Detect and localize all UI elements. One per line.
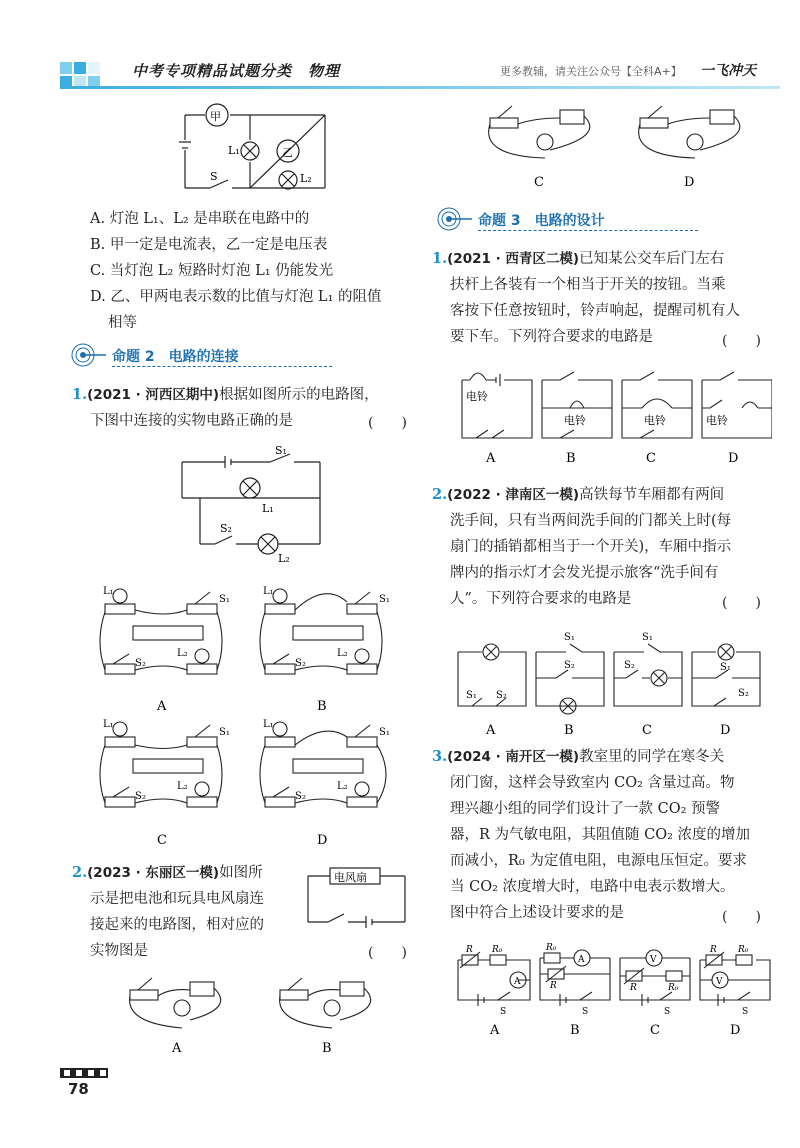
page-number-badge — [60, 1068, 108, 1102]
r-q2-opt-d: D — [720, 723, 731, 738]
right-top-physical-options — [470, 96, 780, 196]
section-2-title: 命题 2 电路的连接 — [112, 349, 239, 365]
right-q3-line1 — [432, 744, 724, 770]
opt-a-l1-label: L₁ — [103, 586, 114, 597]
q3a-r0: R₀ — [492, 945, 503, 955]
q3c-s: S — [664, 1007, 671, 1017]
right-top-opt-c-letter: C — [534, 175, 544, 190]
page-number: 78 — [68, 1080, 89, 1098]
fan-label: 电风扇 — [334, 871, 367, 884]
r-q1-opt-c: C — [646, 451, 656, 466]
switch-s-label: S — [210, 170, 218, 183]
section-3-header — [436, 206, 776, 232]
r-q1-opt-d: D — [728, 451, 739, 466]
q3c-voltmeter: V — [650, 955, 657, 965]
opt-c-s1-label: S₁ — [219, 727, 230, 738]
right-q1-text2: 客按下任意按钮时，铃声响起，提醒司机有人 — [450, 303, 740, 319]
opt-a-letter: A — [157, 699, 167, 714]
opt-a-s2-label: S₂ — [135, 658, 146, 669]
option-d-line1: D. 乙、甲两电表示数的比值与灯泡 L₁ 的阻值 — [90, 289, 382, 305]
opt-c-l2-label: L₂ — [177, 781, 188, 792]
right-top-opt-d-letter: D — [684, 175, 695, 190]
bell-c-label: 电铃 — [644, 414, 666, 427]
q3d-r: R — [710, 945, 717, 955]
right-q2-answer-blank: ( ) — [722, 595, 761, 611]
bell-a-label: 电铃 — [466, 390, 488, 403]
opt-c-s2-label: S₂ — [135, 791, 146, 802]
opt-b-letter: B — [317, 699, 327, 714]
right-q1-answer-blank: ( ) — [722, 333, 761, 349]
q2-opt-a-letter: A — [172, 1041, 182, 1056]
right-q3-text5: 当 CO₂ 浓度增大时，电路中电表示数增大。 — [450, 879, 735, 895]
right-q1-number: 1. — [432, 250, 448, 267]
left-q2-number: 2. — [72, 864, 88, 881]
right-q2-source: (2022 · 津南区一模) — [447, 487, 580, 503]
right-q3-text4: 而减小，R₀ 为定值电阻，电源电压恒定。要求 — [450, 853, 747, 869]
r-q3-opt-b: B — [570, 1023, 580, 1038]
target-icon — [436, 206, 476, 232]
left-q2-text3: 接起来的电路图，相对应的 — [90, 917, 264, 933]
opt-d-l2-label: L₂ — [337, 781, 348, 792]
lamp-l2-label: L₂ — [300, 172, 312, 185]
section-3-underline — [478, 230, 698, 231]
right-q3-text2: 理兴趣小组的同学们设计了一款 CO₂ 预警 — [450, 801, 721, 817]
left-q2-text2: 示是把电池和玩具电风扇连 — [90, 891, 264, 907]
left-q2-answer-blank: ( ) — [368, 945, 407, 961]
r-q3-opt-a: A — [490, 1023, 500, 1038]
right-q2-number: 2. — [432, 486, 448, 503]
q3d-s: S — [742, 1007, 749, 1017]
q2-opt-b-letter: B — [322, 1041, 332, 1056]
opt-d-s1-label: S₁ — [379, 727, 390, 738]
right-q3-text6: 图中符合上述设计要求的是 — [450, 905, 624, 921]
r-q2-opt-a: A — [486, 723, 496, 738]
opt-c-letter: C — [157, 833, 167, 848]
right-q1-line1 — [432, 246, 724, 272]
q2a-s2: S₂ — [496, 690, 507, 701]
left-q2-physical-options — [120, 968, 430, 1058]
right-q1-source: (2021 · 西青区二模) — [447, 251, 580, 267]
q3a-r: R — [466, 945, 473, 955]
right-q1-text0: 已知某公交车后门左右 — [579, 251, 725, 267]
q3c-r0: R₀ — [668, 983, 679, 993]
right-q2-text4: 人”。下列符合要求的电路是 — [450, 591, 632, 607]
q2b-s2: S₂ — [564, 660, 575, 671]
right-q1-options — [452, 360, 772, 470]
right-q3-answer-blank: ( ) — [722, 909, 761, 925]
left-q1-line1 — [72, 382, 379, 408]
opt-b-s2-label: S₂ — [295, 658, 306, 669]
right-q2-text2: 扇门的插销都相当于一个开关)，车厢中指示 — [450, 539, 732, 555]
left-q1-text2: 下图中连接的实物电路正确的是 — [90, 413, 293, 429]
opt-b-l1-label: L₁ — [263, 586, 274, 597]
header-title: 中考专项精品试题分类 物理 — [132, 62, 341, 80]
q3d-r0: R₀ — [738, 945, 749, 955]
right-q3-options — [450, 940, 780, 1040]
q2a-s1: S₁ — [466, 690, 477, 701]
right-q3-number: 3. — [432, 748, 448, 765]
r-q2-opt-b: B — [564, 723, 574, 738]
right-q2-text3: 牌内的指示灯才会发光提示旅客“洗手间有 — [450, 565, 719, 581]
bell-b-label: 电铃 — [564, 414, 586, 427]
left-q2-text1: 如图所 — [219, 865, 263, 881]
flag-icon — [60, 1068, 108, 1080]
right-q3-text0: 教室里的同学在寒冬关 — [579, 749, 725, 765]
right-q2-text0: 高铁每节车厢都有两间 — [579, 487, 725, 503]
target-icon — [70, 342, 110, 368]
option-d-line2: 相等 — [108, 315, 137, 331]
q3b-r0: R₀ — [546, 943, 557, 953]
brand-logo: 一飞冲天 — [700, 63, 756, 79]
q3b-s: S — [582, 1007, 589, 1017]
left-q1-number: 1. — [72, 386, 88, 403]
q3d-voltmeter: V — [716, 977, 723, 987]
schematic-l2-label: L₂ — [278, 552, 290, 565]
header-notice: 更多教辅，请关注公众号【全科A+】 — [500, 65, 682, 78]
lamp-l1-label: L₁ — [228, 144, 240, 157]
q2c-s1: S₁ — [642, 632, 653, 643]
left-q1-schematic — [170, 440, 340, 570]
option-c: C. 当灯泡 L₂ 短路时灯泡 L₁ 仍能发光 — [90, 263, 334, 279]
opt-b-l2-label: L₂ — [337, 648, 348, 659]
opt-a-l2-label: L₂ — [177, 648, 188, 659]
q2c-s2: S₂ — [624, 660, 635, 671]
q2b-s1: S₁ — [564, 632, 575, 643]
r-q3-opt-c: C — [650, 1023, 660, 1038]
r-q1-opt-a: A — [486, 451, 496, 466]
right-q3-text1: 闭门窗，这样会导致室内 CO₂ 含量过高。物 — [450, 775, 735, 791]
right-q2-text1: 洗手间，只有当两间洗手间的门都关上时(每 — [450, 513, 732, 529]
left-q2-text4: 实物图是 — [90, 943, 148, 959]
meter-yi-label: 乙 — [282, 146, 293, 159]
opt-d-s2-label: S₂ — [295, 791, 306, 802]
schematic-s2-label: S₂ — [220, 522, 232, 535]
option-a: A. 灯泡 L₁、L₂ 是串联在电路中的 — [90, 211, 310, 227]
q2d-s2: S₂ — [738, 688, 749, 699]
schematic-l1-label: L₁ — [262, 502, 274, 515]
meter-jia-label: 甲 — [210, 110, 221, 123]
left-q1-text1: 根据如图所示的电路图， — [219, 387, 379, 403]
right-q1-text3: 要下车。下列符合要求的电路是 — [450, 329, 653, 345]
q3a-ammeter: A — [514, 977, 521, 987]
q3b-ammeter: A — [578, 955, 585, 965]
left-q1-answer-blank: ( ) — [368, 415, 407, 431]
opt-d-l1-label: L₁ — [263, 719, 274, 730]
section-3-title: 命题 3 电路的设计 — [478, 213, 605, 229]
r-q1-opt-b: B — [566, 451, 576, 466]
left-q2-line1 — [72, 860, 263, 886]
q3c-r: R — [630, 983, 637, 993]
section-2-header — [70, 342, 410, 368]
right-q3-text3: 器，R 为气敏电阻，其阻值随 CO₂ 浓度的增加 — [450, 827, 751, 843]
opt-a-s1-label: S₁ — [219, 594, 230, 605]
q3b-r: R — [550, 981, 557, 991]
opt-d-letter: D — [317, 833, 328, 848]
left-q2-schematic — [300, 864, 415, 934]
r-q2-opt-c: C — [642, 723, 652, 738]
right-q2-options — [452, 626, 772, 740]
opt-c-l1-label: L₁ — [103, 719, 114, 730]
schematic-s1-label: S₁ — [275, 444, 287, 457]
left-q1-source: (2021 · 河西区期中) — [87, 387, 220, 403]
q3a-s: S — [500, 1007, 507, 1017]
right-q2-line1 — [432, 482, 724, 508]
q2d-s1: S₁ — [720, 662, 731, 673]
r-q3-opt-d: D — [730, 1023, 741, 1038]
left-q2-source: (2023 · 东丽区一模) — [87, 865, 220, 881]
section-2-underline — [112, 366, 332, 367]
opt-b-s1-label: S₁ — [379, 594, 390, 605]
top-circuit-diagram — [170, 100, 350, 198]
right-q1-text1: 扶杆上各装有一个相当于开关的按钮。当乘 — [450, 277, 726, 293]
option-b: B. 甲一定是电流表，乙一定是电压表 — [90, 237, 328, 253]
left-q1-physical-options — [95, 582, 425, 852]
right-q3-source: (2024 · 南开区一模) — [447, 749, 580, 765]
bell-d-label: 电铃 — [706, 414, 728, 427]
header-rule — [60, 86, 780, 89]
